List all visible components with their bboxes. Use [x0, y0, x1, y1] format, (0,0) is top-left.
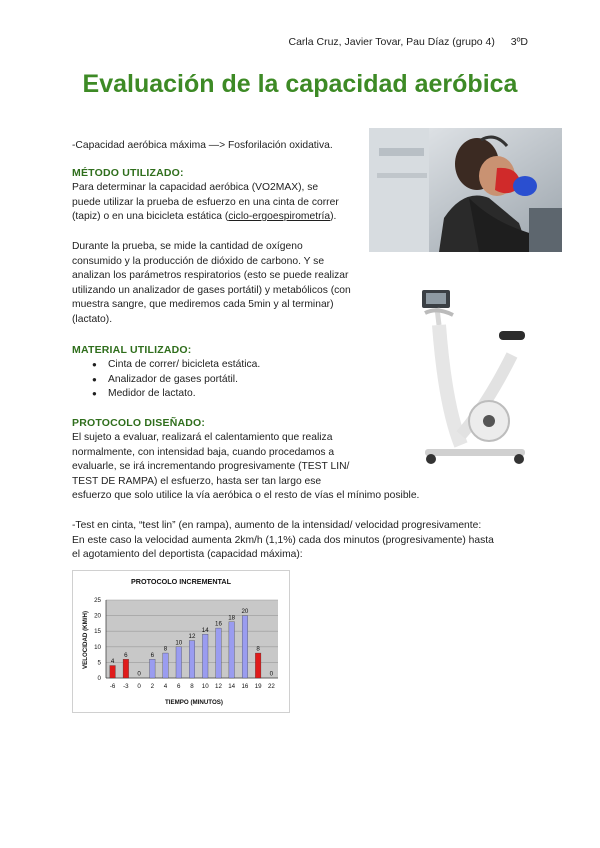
y-tick-label: 5 [97, 659, 101, 667]
y-tick-label: 10 [94, 643, 101, 651]
x-tick-label: 6 [177, 683, 181, 690]
chart-xlabel: TIEMPO (MINUTOS) [165, 699, 223, 706]
metodo-paragraph-2 [72, 240, 382, 328]
x-tick-label: 16 [241, 683, 249, 690]
metodo-line [72, 210, 372, 225]
material-heading: MATERIAL UTILIZADO: [72, 344, 192, 356]
data-label: 20 [241, 608, 249, 616]
protocolo-heading: PROTOCOLO DISEÑADO: [72, 417, 206, 429]
chart-bar [255, 653, 261, 678]
page-title: Evaluación de la capacidad aeróbica [82, 70, 518, 98]
page-header [289, 36, 529, 48]
data-label: 6 [150, 651, 155, 659]
metodo-line: consumido y la producción de dióxido de carbono. Y se [72, 255, 325, 267]
x-tick-label: 0 [137, 683, 141, 690]
chart-bar [150, 659, 156, 678]
metodo-line: analizan los parámetros respiratorios (esto se puede realizar [72, 270, 349, 282]
chart-ylabel: VELOCIDAD (KM/H) [82, 610, 89, 670]
data-label: 8 [163, 645, 168, 653]
list-item: ● Analizador de gases portátil. [90, 373, 260, 388]
x-tick-label: 14 [228, 683, 236, 690]
data-label: 18 [228, 614, 236, 622]
x-tick-label: 22 [267, 683, 275, 690]
y-tick-label: 25 [94, 597, 101, 604]
chart-svg [72, 570, 290, 713]
metodo-line: (lactato). [72, 313, 113, 325]
test-line: En este caso la velocidad aumenta 2km/h (1,1%) cada dos minutos (progresivamente) hasta [72, 534, 494, 546]
chart-bar [202, 634, 208, 678]
data-label: 0 [269, 670, 274, 678]
protocolo-line: El sujeto a evaluar, realizará el calentamiento que realiza [72, 432, 333, 443]
data-label: 16 [215, 620, 222, 628]
data-label: 8 [256, 645, 260, 653]
metodo-line: Durante la prueba, se mide la cantidad de oxígeno [72, 241, 303, 252]
data-label: 14 [201, 626, 209, 634]
protocolo-line: esfuerzo que solo utilice la vía aeróbica o el resto de vías el mínimo posible. [72, 490, 420, 502]
x-tick-label: 10 [201, 683, 209, 690]
metodo-line: Para determinar la capacidad aeróbica (VO2MAX), se [72, 182, 319, 193]
list-item: ● Cinta de correr/ bicicleta estática. [90, 358, 260, 373]
data-label: 4 [110, 658, 115, 666]
authors: Carla Cruz, Javier Tovar, Pau Díaz (grupo 4) [288, 36, 495, 48]
chart-bar [242, 616, 248, 678]
data-label: 10 [175, 639, 183, 647]
y-tick-label: 20 [94, 612, 101, 620]
test-paragraph [72, 519, 532, 563]
data-label: 0 [137, 670, 141, 678]
protocolo-line: TEST DE RAMPA) el esfuerzo, hasta ser tan largo ese [72, 475, 322, 487]
group: 3ºD [510, 36, 528, 48]
data-label: 12 [188, 633, 196, 641]
metodo-line: puede utilizar la prueba de esfuerzo en una cinta de correr [72, 196, 339, 208]
list-item: ● Medidor de lactato. [90, 387, 260, 402]
x-tick-label: 12 [215, 683, 222, 690]
test-line: el agotamiento del deportista (capacidad máxima): [72, 549, 303, 561]
protocolo-paragraph [72, 431, 492, 504]
protocol-chart [72, 570, 290, 713]
protocolo-line: evaluarle, se irá incrementando progresivamente (TEST LIN/ [72, 461, 350, 473]
chart-bar [189, 641, 195, 678]
metodo-text: (tapiz) o en una bicicleta estática ( [72, 211, 229, 223]
protocolo-line: normalmente, con intensidad baja, cuando procedamos a [72, 446, 335, 458]
chart-bar [229, 622, 235, 678]
x-tick-label: 8 [190, 683, 194, 690]
y-tick-label: 0 [97, 675, 101, 682]
metodo-heading: MÉTODO UTILIZADO: [72, 167, 184, 179]
metodo-paragraph-1 [72, 181, 372, 225]
chart-bar [163, 653, 169, 678]
intro-line: -Capacidad aeróbica máxima —> Fosforilación oxidativa. [72, 140, 333, 151]
test-line: -Test en cinta, “test lin” (en rampa), aumento de la intensidad/ velocidad progresivamente: [72, 520, 482, 531]
material-list [90, 358, 260, 402]
y-tick-label: 15 [94, 628, 101, 636]
athlete-gas-analyzer-photo [369, 128, 562, 252]
x-tick-label: -3 [123, 683, 129, 690]
x-tick-label: 2 [150, 683, 155, 690]
chart-bar [176, 647, 182, 678]
x-tick-label: 19 [254, 683, 262, 690]
metodo-line: muestra sangre, que mediremos cada 5min y al terminar) [72, 299, 334, 311]
metodo-line: utilizando un analizador de gases portátil) y metabólicos (con [72, 284, 351, 296]
chart-bar [216, 628, 222, 678]
chart-bar [110, 666, 116, 678]
chart-bar [123, 659, 129, 678]
metodo-text: ). [330, 211, 337, 223]
chart-title: PROTOCOLO INCREMENTAL [131, 577, 231, 586]
data-label: 6 [124, 651, 128, 659]
x-tick-label: 4 [163, 683, 168, 690]
ciclo-ergoespirometria-link[interactable]: ciclo-ergoespirometría [228, 211, 331, 223]
x-tick-label: -6 [109, 683, 116, 690]
